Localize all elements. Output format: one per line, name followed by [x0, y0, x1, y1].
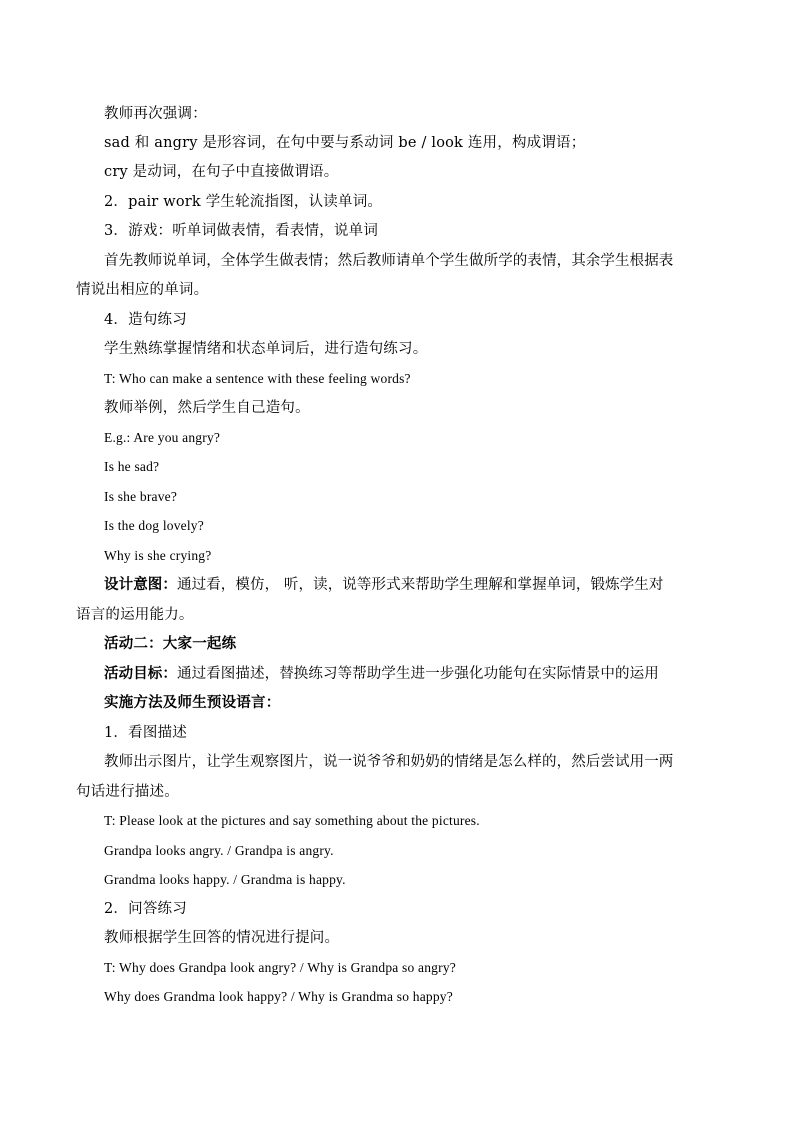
text-line: Grandma looks happy. / Grandma is happy.	[104, 872, 346, 887]
text-line: E.g.: Are you angry?	[104, 430, 221, 445]
text-line: 1．看图描述	[104, 725, 187, 741]
activity-goal-text: 通过看图描述，替换练习等帮助学生进一步强化功能句在实际情景中的运用	[177, 666, 659, 682]
text-line: Is he sad?	[104, 459, 160, 474]
text-line: 2．pair work 学生轮流指图，认读单词。	[104, 194, 383, 210]
text-line: Is she brave?	[104, 489, 178, 504]
design-intent-label: 设计意图：	[104, 576, 177, 593]
text-line: 教师根据学生回答的情况进行提问。	[104, 930, 340, 946]
text-line: 2．问答练习	[104, 901, 187, 917]
text-line: Grandpa looks angry. / Grandpa is angry.	[104, 843, 334, 858]
text-line: T: Why does Grandpa look angry? / Why is Grandpa so angry?	[104, 960, 456, 975]
text-line	[104, 664, 724, 684]
section-heading: 活动二：大家一起练	[104, 635, 237, 652]
text-line: Is the dog lovely?	[104, 518, 204, 533]
text-line: 语言的运用能力。	[76, 607, 194, 623]
text-line: 教师举例，然后学生自己造句。	[104, 400, 310, 416]
text-line: 句话进行描述。	[76, 784, 179, 800]
section-heading: 实施方法及师生预设语言：	[104, 694, 281, 711]
text-line: 学生熟练掌握情绪和状态单词后，进行造句练习。	[104, 341, 428, 357]
text-line: sad 和 angry 是形容词，在句中要与系动词 be / look 连用，构成谓语；	[104, 135, 586, 151]
text-line: Why is she crying?	[104, 548, 212, 563]
text-line	[104, 575, 724, 595]
text-line: 教师再次强调：	[104, 106, 207, 122]
text-line: T: Please look at the pictures and say something about the pictures.	[104, 813, 480, 828]
text-line: Why does Grandma look happy? / Why is Grandma so happy?	[104, 989, 453, 1004]
text-line: 4．造句练习	[104, 312, 187, 328]
text-line: 教师出示图片，让学生观察图片，说一说爷爷和奶奶的情绪是怎么样的，然后尝试用一两	[104, 754, 674, 770]
design-intent-text: 通过看，模仿， 听，读，说等形式来帮助学生理解和掌握单词，锻炼学生对	[177, 577, 664, 593]
text-line: 首先教师说单词，全体学生做表情；然后教师请单个学生做所学的表情，其余学生根据表	[104, 253, 674, 269]
text-line: T: Who can make a sentence with these feeling words?	[104, 371, 411, 386]
text-line: cry 是动词，在句子中直接做谓语。	[104, 164, 339, 180]
activity-goal-label: 活动目标：	[104, 665, 177, 682]
text-line: 3．游戏：听单词做表情，看表情，说单词	[104, 223, 379, 239]
text-line: 情说出相应的单词。	[76, 282, 209, 298]
